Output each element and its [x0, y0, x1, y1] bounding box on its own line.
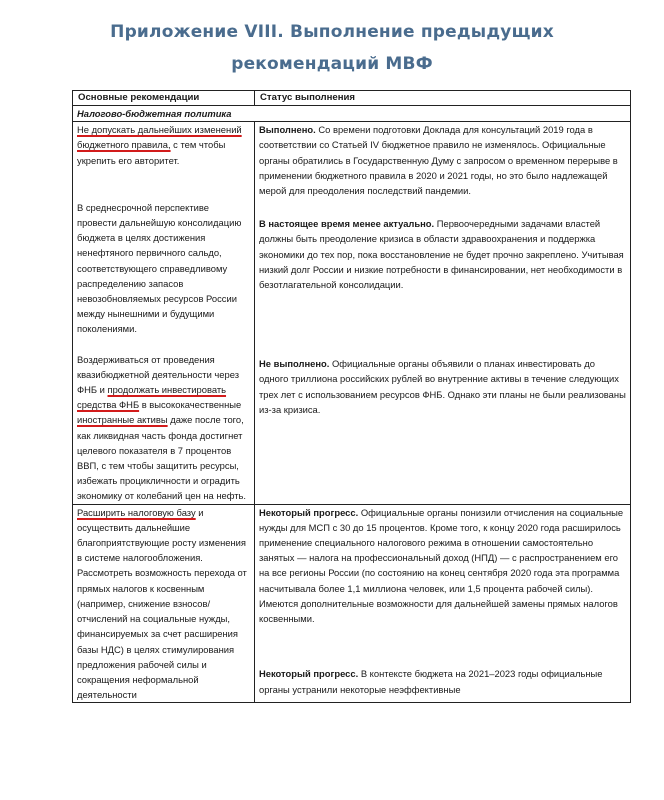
status-label: Некоторый прогресс.	[259, 506, 359, 518]
recommendation-text: даже после того, как ликвидная часть фонда достигнет целевого показателя в 7 процентов ВВП, с тем чтобы защитить ресурсы, избежать процикличности и оградить экономику от колебаний цен на нефть.	[77, 414, 247, 502]
status-label: Не выполнено.	[259, 358, 330, 370]
status-4	[259, 505, 626, 627]
recommendation-3	[77, 352, 250, 504]
recommendation-4	[77, 505, 250, 703]
section-fiscal-policy: Налогово-бюджетная политика	[73, 106, 631, 122]
recommendation-text: с тем чтобы укрепить его авторитет.	[77, 139, 226, 166]
recommendations-table	[72, 90, 631, 703]
status-text: Со времени подготовки Доклада для консультаций 2019 года в соответствии со Статьей IV бюджетное правило не изменялось. Официальные органы обратились в Государственную Думу с запросом о временном перерыве в применении бюджетного правила в 2020 и 2021 годы, но это было надлежащей мерой для преодоления последствий пандемии.	[259, 124, 618, 197]
status-5	[259, 666, 626, 696]
status-2	[259, 216, 626, 292]
status-label: Некоторый прогресс.	[259, 668, 359, 680]
page-title-line2: рекомендаций МВФ	[231, 54, 433, 74]
status-label: Выполнено.	[259, 124, 316, 136]
page-title: Приложение VIII. Выполнение предыдущих	[110, 22, 554, 42]
status-text: Первоочередными задачами властей должны быть преодоление кризиса в области здравоохранения и поддержка экономики до тех пор, пока восстановление не будет прочно закреплено. Учитывая низкий долг России и низкие потребности в финансировании, нет необходимости в безотлагательной консолидации.	[259, 218, 624, 291]
recommendation-1	[77, 122, 250, 168]
status-cell	[255, 504, 631, 703]
table-header-row	[73, 91, 631, 106]
underlined-phrase: иностранные активы	[77, 414, 168, 426]
recommendation-cell	[73, 504, 255, 703]
recommendation-2: В среднесрочной перспективе провести дальнейшую консолидацию бюджета в целях достижения ненефтяного первичного сальдо, соответствующего справедливому распределению запасов невозобновляемых ресурсов России между нынешними и будущими поколениями.	[77, 201, 242, 335]
table-row	[73, 504, 631, 703]
underlined-phrase: продолжать инвестировать средства ФНБ	[77, 384, 227, 411]
status-label: В настоящее время менее актуально.	[259, 218, 435, 230]
recommendation-text: в высококачественные	[139, 399, 242, 411]
column-header-status: Статус выполнения	[255, 91, 631, 106]
recommendation-text: Воздерживаться от проведения квазибюджетной деятельности через ФНБ и	[77, 353, 240, 396]
underlined-phrase: Расширить налоговую базу	[77, 506, 196, 518]
underlined-phrase: Не допускать дальнейших изменений	[77, 124, 242, 136]
recommendation-text: и осуществить дальнейшие благоприятствующие росту изменения в системе налогообложения. Рассмотреть возможность перехода от прямых налогов к косвенным (например, снижение взносов/отчислений на социальные нужды, финансируемых за счет расширения базы НДС) в целях стимулирования предложения рабочей силы и сокращения неформальной деятельности	[77, 506, 247, 701]
recommendation-cell	[73, 122, 255, 504]
status-text: В контексте бюджета на 2021–2023 годы официальные органы устранили некоторые неэффективные	[259, 668, 603, 695]
status-3	[259, 356, 626, 417]
table-row	[73, 122, 631, 504]
section-row	[73, 106, 631, 122]
status-cell	[255, 122, 631, 504]
status-text: Официальные органы объявили о планах инвестировать до одного триллиона российских рублей во внутренние активы в течение следующих трех лет с использованием ресурсов ФНБ. Однако эти планы не были реализованы из-за кризиса.	[259, 358, 626, 415]
column-header-recommendations: Основные рекомендации	[73, 91, 255, 106]
underlined-phrase: бюджетного правила,	[77, 139, 171, 151]
status-1	[259, 122, 626, 198]
status-text: Официальные органы понизили отчисления на социальные нужды для МСП с 30 до 15 процентов. Кроме того, к концу 2020 года расширилось применение специального налогового режима в отношении самостоятельно занятых — налога на профессиональный доход (НПД) — с распространением его на все регионы России (по состоянию на конец сентября 2020 года эта программа насчитывала более 1,1 миллиона человек, или 1,5 процента рабочей силы). Имеются дополнительные возможности для дальнейшей замены прямых налогов косвенными.	[259, 506, 624, 625]
